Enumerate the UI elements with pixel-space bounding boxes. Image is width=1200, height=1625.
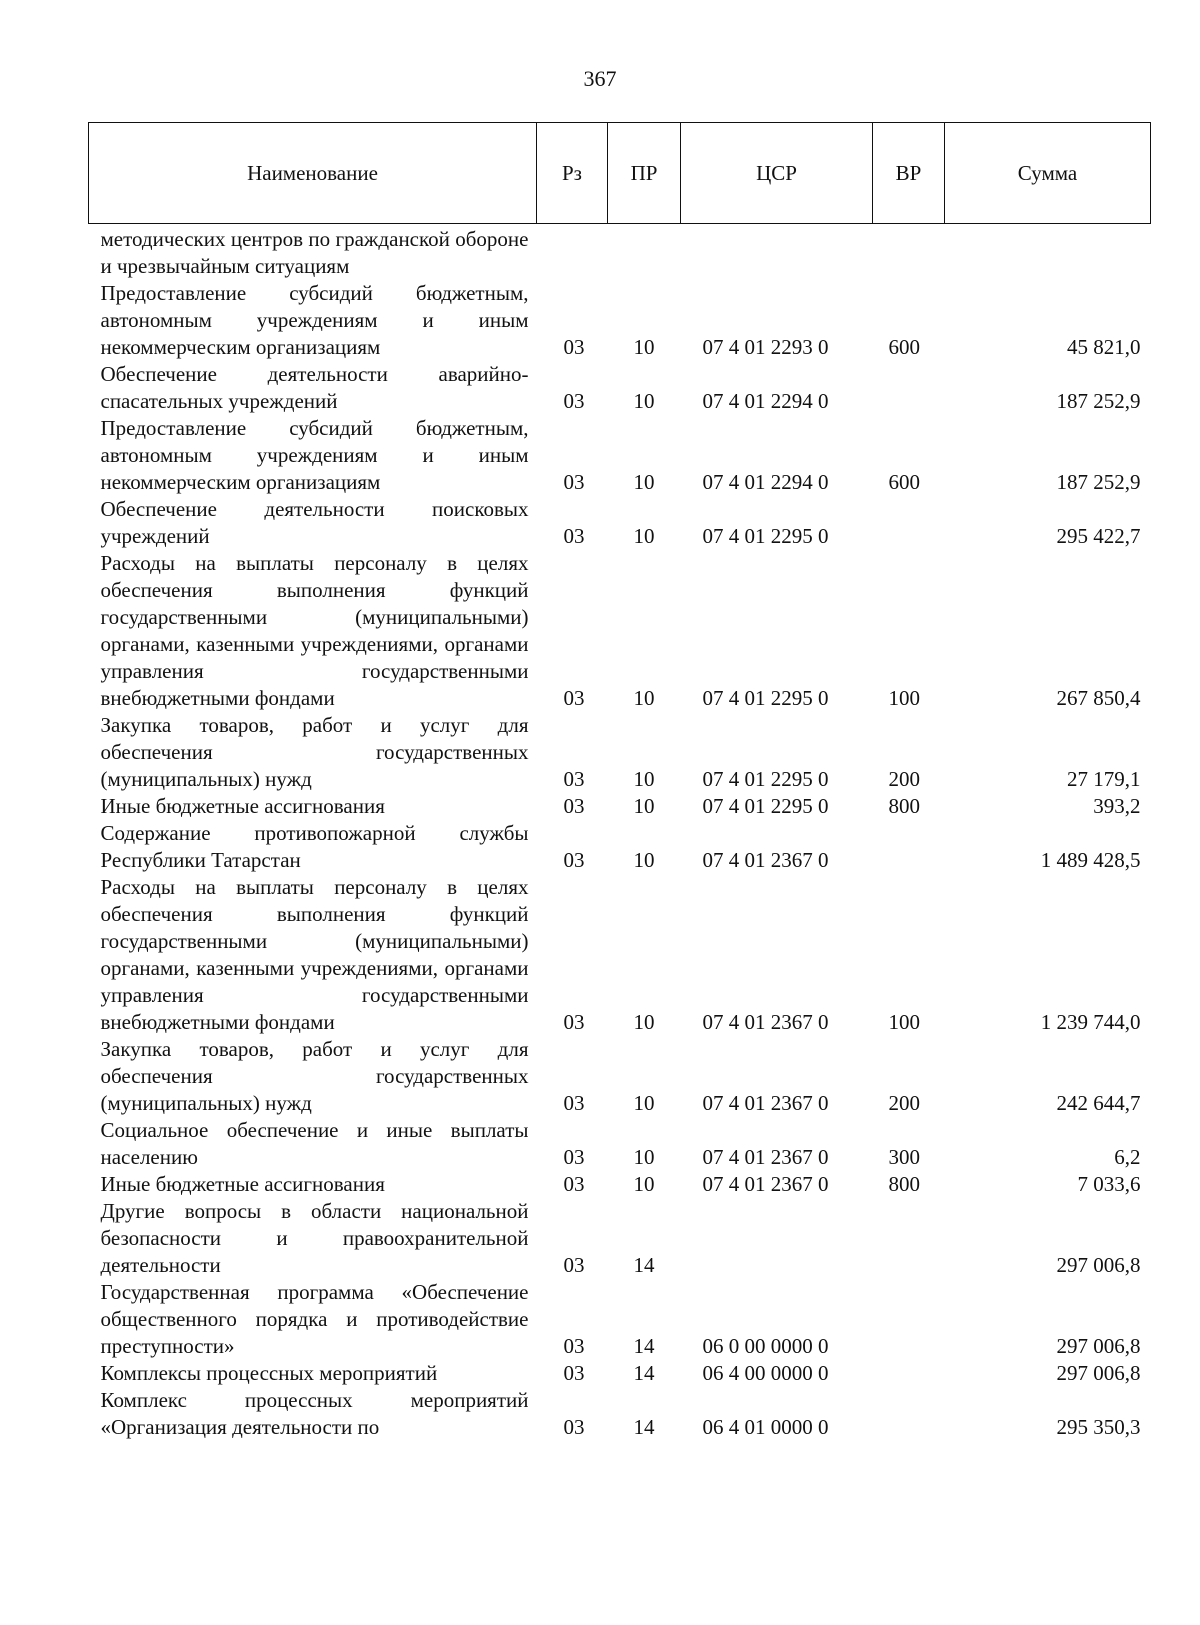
cell-rz: 03	[563, 1361, 585, 1385]
cell-vr: 300	[888, 1145, 920, 1169]
cell-name: Комплекс процессных мероприятий «Организация деятельности по	[100, 1388, 529, 1439]
budget-table	[88, 122, 1151, 1441]
cell-pr: 10	[633, 470, 655, 494]
cell-csr: 07 4 01 2295 0	[702, 686, 829, 710]
cell-pr: 14	[633, 1361, 655, 1385]
cell-rz: 03	[563, 686, 585, 710]
table-row	[89, 712, 1151, 793]
cell-sum: 297 006,8	[1056, 1253, 1141, 1277]
cell-name: Расходы на выплаты персоналу в целях обеспечения выполнения функций государственными (муниципальными) органами, казенными учреждениями, органами управления государственными внебюджетными фондами	[100, 875, 529, 1034]
cell-csr: 07 4 01 2367 0	[702, 848, 829, 872]
cell-pr: 10	[633, 389, 655, 413]
cell-vr	[873, 361, 945, 415]
table-body	[89, 224, 1151, 1442]
cell-pr: 10	[633, 1145, 655, 1169]
cell-sum: 45 821,0	[1067, 335, 1141, 359]
cell-csr: 07 4 01 2367 0	[702, 1145, 829, 1169]
cell-name: Содержание противопожарной службы Республики Татарстан	[100, 821, 529, 872]
cell-csr: 06 4 00 0000 0	[702, 1361, 829, 1385]
cell-pr: 10	[633, 335, 655, 359]
cell-rz: 03	[563, 1145, 585, 1169]
cell-name: методических центров по гражданской обороне и чрезвычайным ситуациям	[100, 227, 529, 278]
cell-csr: 07 4 01 2367 0	[702, 1172, 829, 1196]
cell-sum: 187 252,9	[1056, 389, 1141, 413]
cell-vr	[873, 496, 945, 550]
cell-csr: 06 4 01 0000 0	[702, 1415, 829, 1439]
header-sum: Сумма	[945, 123, 1151, 224]
cell-pr: 10	[633, 686, 655, 710]
table-row	[89, 1036, 1151, 1117]
table-row	[89, 415, 1151, 496]
cell-sum: 297 006,8	[1056, 1334, 1141, 1358]
cell-rz	[537, 224, 608, 281]
cell-vr	[873, 224, 945, 281]
header-name: Наименование	[89, 123, 537, 224]
cell-vr: 200	[888, 767, 920, 791]
cell-vr	[873, 1387, 945, 1441]
cell-pr: 10	[633, 1091, 655, 1115]
cell-name: Предоставление субсидий бюджетным, автономным учреждениям и иным некоммерческим организациям	[100, 281, 529, 359]
cell-vr	[873, 1360, 945, 1387]
cell-name: Закупка товаров, работ и услуг для обеспечения государственных (муниципальных) нужд	[100, 1037, 529, 1115]
table-row	[89, 1198, 1151, 1279]
cell-pr: 10	[633, 1172, 655, 1196]
cell-rz: 03	[563, 335, 585, 359]
cell-csr: 07 4 01 2295 0	[702, 794, 829, 818]
table-row	[89, 793, 1151, 820]
cell-csr: 07 4 01 2367 0	[702, 1010, 829, 1034]
cell-sum	[945, 224, 1151, 281]
cell-name: Иные бюджетные ассигнования	[100, 794, 385, 818]
header-row	[89, 123, 1151, 224]
cell-pr: 10	[633, 1010, 655, 1034]
cell-pr: 10	[633, 848, 655, 872]
cell-name: Предоставление субсидий бюджетным, автономным учреждениям и иным некоммерческим организациям	[100, 416, 529, 494]
cell-rz: 03	[563, 389, 585, 413]
cell-pr: 10	[633, 767, 655, 791]
cell-sum: 1 239 744,0	[1040, 1010, 1141, 1034]
table-row	[89, 820, 1151, 874]
cell-name: Социальное обеспечение и иные выплаты населению	[100, 1118, 529, 1169]
cell-csr: 07 4 01 2293 0	[702, 335, 829, 359]
cell-rz: 03	[563, 1010, 585, 1034]
cell-csr	[681, 1198, 873, 1279]
cell-rz: 03	[563, 470, 585, 494]
table-row	[89, 1171, 1151, 1198]
cell-name: Государственная программа «Обеспечение общественного порядка и противодействие преступности»	[100, 1280, 529, 1358]
cell-vr: 100	[888, 686, 920, 710]
cell-pr: 14	[633, 1253, 655, 1277]
cell-rz: 03	[563, 848, 585, 872]
cell-csr: 07 4 01 2294 0	[702, 389, 829, 413]
header-vr: ВР	[873, 123, 945, 224]
cell-name: Иные бюджетные ассигнования	[100, 1172, 385, 1196]
cell-vr	[873, 820, 945, 874]
cell-name: Комплексы процессных мероприятий	[100, 1361, 438, 1385]
cell-name: Другие вопросы в области национальной безопасности и правоохранительной деятельности	[100, 1199, 529, 1277]
table-row	[89, 224, 1151, 281]
cell-sum: 187 252,9	[1056, 470, 1141, 494]
table-row	[89, 1360, 1151, 1387]
cell-vr	[873, 1198, 945, 1279]
cell-rz: 03	[563, 524, 585, 548]
cell-sum: 6,2	[1114, 1145, 1141, 1169]
cell-vr: 600	[888, 335, 920, 359]
table-row	[89, 1117, 1151, 1171]
cell-sum: 267 850,4	[1056, 686, 1141, 710]
table-header	[89, 123, 1151, 224]
table-row	[89, 874, 1151, 1036]
cell-sum: 242 644,7	[1056, 1091, 1141, 1115]
table-row	[89, 361, 1151, 415]
cell-name: Закупка товаров, работ и услуг для обеспечения государственных (муниципальных) нужд	[100, 713, 529, 791]
cell-rz: 03	[563, 794, 585, 818]
cell-vr: 800	[888, 794, 920, 818]
cell-sum: 297 006,8	[1056, 1361, 1141, 1385]
cell-csr: 07 4 01 2295 0	[702, 524, 829, 548]
cell-vr: 100	[888, 1010, 920, 1034]
cell-csr	[681, 224, 873, 281]
cell-name: Обеспечение деятельности поисковых учреждений	[100, 497, 529, 548]
cell-sum: 295 422,7	[1056, 524, 1141, 548]
cell-csr: 07 4 01 2367 0	[702, 1091, 829, 1115]
cell-csr: 07 4 01 2295 0	[702, 767, 829, 791]
cell-vr: 600	[888, 470, 920, 494]
table-row	[89, 1279, 1151, 1360]
cell-vr: 800	[888, 1172, 920, 1196]
cell-rz: 03	[563, 1415, 585, 1439]
cell-rz: 03	[563, 1172, 585, 1196]
cell-rz: 03	[563, 767, 585, 791]
cell-pr	[608, 224, 681, 281]
table-row	[89, 496, 1151, 550]
cell-pr: 14	[633, 1415, 655, 1439]
table-row	[89, 550, 1151, 712]
cell-rz: 03	[563, 1091, 585, 1115]
header-pr: ПР	[608, 123, 681, 224]
cell-csr: 07 4 01 2294 0	[702, 470, 829, 494]
cell-pr: 10	[633, 524, 655, 548]
table-row	[89, 280, 1151, 361]
cell-rz: 03	[563, 1334, 585, 1358]
cell-name: Обеспечение деятельности аварийно-спасательных учреждений	[100, 362, 529, 413]
header-rz: Рз	[537, 123, 608, 224]
cell-sum: 1 489 428,5	[1040, 848, 1141, 872]
page-number: 367	[583, 66, 617, 91]
cell-sum: 393,2	[1093, 794, 1141, 818]
cell-pr: 10	[633, 794, 655, 818]
cell-rz: 03	[563, 1253, 585, 1277]
table-row	[89, 1387, 1151, 1441]
cell-vr	[873, 1279, 945, 1360]
cell-sum: 295 350,3	[1056, 1415, 1141, 1439]
cell-vr: 200	[888, 1091, 920, 1115]
cell-sum: 7 033,6	[1077, 1172, 1141, 1196]
cell-name: Расходы на выплаты персоналу в целях обеспечения выполнения функций государственными (муниципальными) органами, казенными учреждениями, органами управления государственными внебюджетными фондами	[100, 551, 529, 710]
cell-csr: 06 0 00 0000 0	[702, 1334, 829, 1358]
cell-pr: 14	[633, 1334, 655, 1358]
header-csr: ЦСР	[681, 123, 873, 224]
cell-sum: 27 179,1	[1067, 767, 1141, 791]
